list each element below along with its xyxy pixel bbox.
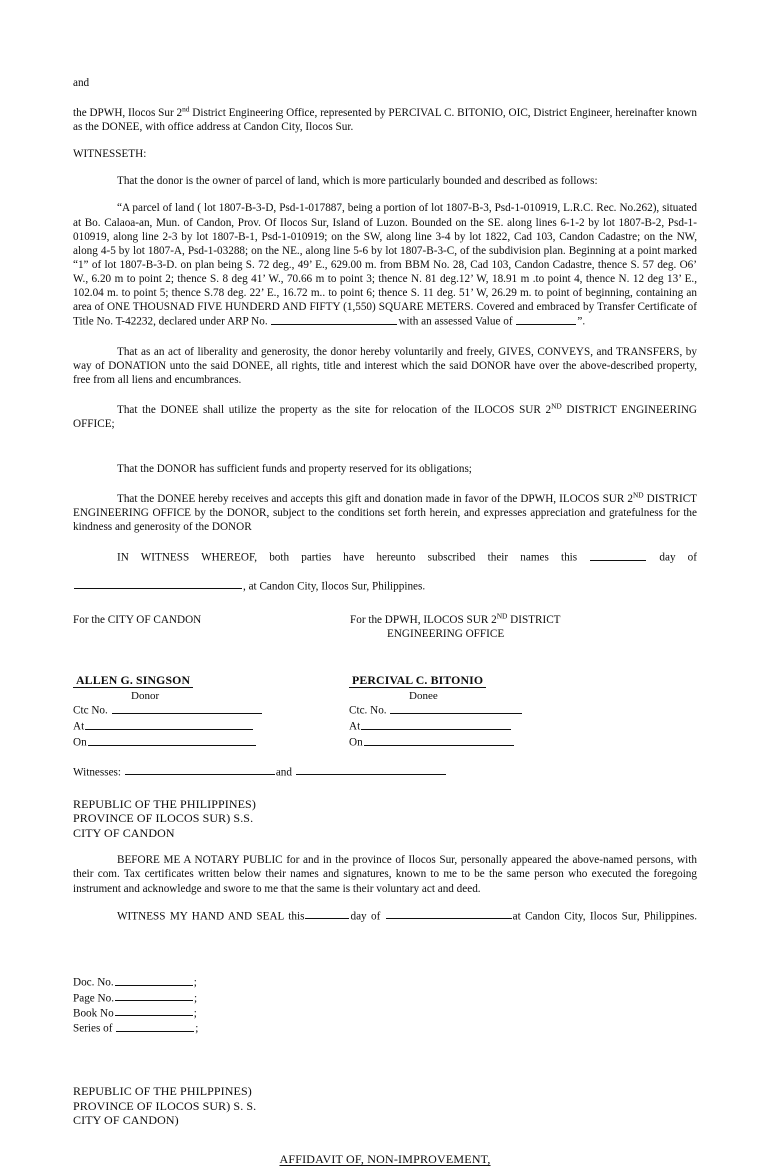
book-no-label: Book No	[73, 1007, 114, 1020]
witnesses-and: and	[275, 766, 292, 779]
footer-venue-line-3: CITY OF CANDON)	[73, 1113, 179, 1128]
donor-name: ALLEN G. SINGSON	[73, 673, 193, 688]
donee-on-line	[349, 735, 697, 751]
donee-intro-post: District Engineering Office, represented by PERCIVAL C. BITONIO, OIC, District Engineer, hereinafter known as the DONEE, with office address at Candon City, Ilocos Sur.	[73, 107, 697, 134]
donor-ownership-clause: That the donor is the owner of parcel of land, which is more particularly bounded and described as follows:	[117, 175, 598, 188]
doc-no-line	[73, 975, 697, 990]
for-dpwh-label	[349, 613, 697, 627]
donee-intro-pre: the DPWH, Ilocos Sur 2	[73, 107, 183, 120]
before-me-paragraph: BEFORE ME A NOTARY PUBLIC for and in the province of Ilocos Sur, personally appeared the above-named persons, with their com. Tax certificates written below their names and signatures, known to me to be the same person who executed the foregoing instrument and acknowledge and swore to me that the same is their voluntary act and deed.	[73, 854, 697, 895]
arp-no-blank[interactable]	[271, 314, 397, 325]
donee-ctc-label: Ctc. No.	[349, 705, 387, 718]
ordinal-suffix-nd-acceptance: ND	[632, 489, 644, 499]
footer-venue-line-2: PROVINCE OF ILOCOS SUR) S. S.	[73, 1098, 257, 1113]
series-of-blank[interactable]	[116, 1021, 194, 1032]
conjunction-and: and	[73, 77, 90, 89]
witness-whereof-mid: day of	[659, 551, 697, 564]
donor-at-label: At	[73, 721, 85, 734]
donee-at-line	[349, 719, 697, 735]
donee-at-blank[interactable]	[361, 719, 511, 730]
series-of-label: Series of	[73, 1022, 113, 1035]
donee-ctc-line	[349, 703, 697, 719]
ordinal-suffix-nd-dpwh: ND	[496, 611, 508, 621]
document-body	[73, 0, 697, 1167]
series-of-line	[73, 1021, 697, 1036]
signature-col-right	[349, 671, 697, 751]
donee-on-blank[interactable]	[364, 735, 514, 746]
utilize-clause	[73, 403, 697, 445]
acceptance-clause	[73, 489, 698, 534]
seal-day-blank[interactable]	[305, 909, 349, 920]
footer-venue-line-1: REPUBLIC OF THE PHILPPINES)	[73, 1084, 252, 1099]
series-of-terminator: ;	[195, 1022, 199, 1035]
property-description-end: ”.	[577, 315, 586, 328]
utilize-clause-post: DISTRICT ENGINEERING OFFICE;	[73, 404, 697, 431]
donor-ctc-blank[interactable]	[112, 703, 262, 714]
signature-col-left-header	[73, 613, 349, 641]
for-dpwh-pre: For the DPWH, ILOCOS SUR 2	[350, 614, 497, 627]
page-no-blank[interactable]	[115, 991, 193, 1002]
day-blank[interactable]	[590, 550, 646, 561]
book-no-line	[73, 1006, 697, 1021]
ordinal-suffix-2nd: nd	[182, 104, 190, 114]
page-no-label: Page No.	[73, 992, 115, 1005]
property-description-text: “A parcel of land ( lot 1807-B-3-D, Psd-1-017887, being a portion of lot 1807-B-3, Psd-1-010919, L.R.C. Rec. No.262), situated at Bo. Calaoa-an, Mun. of Candon, Prov. Of Ilocos Sur, Island of Luzon. Bounded on the SE. along lines 6-1-2 by lot 1807-B-2, Psd-1-010919, along line 2-3 by lot 1807-B-1, Psd-1-010919; on the SW, along line 3-4 by lot 1822, Cad 103, Candon Cadastre; on the NW, along 4-5 by lot 1807-A, Psd-1-03288; on the NE., along line 5-6 by lot 1807-B-3-C, of the subdivision plan. Beginning at a point marked “1” of lot 1807-B-3-D. on plan being S. 72 deg., 49’ E., 629.00 m. from BBM No. 28, Cad 103, Candon Cadastre, thence S. 57 deg. O6’ W., 6.20 m to point 2; thence S. 8 deg 41’ W., 70.66 m to point 3; thence N. 81 deg.12’ W, 18.91 m .to point 4, thence N. 12 deg 13’ E., 102.04 m. to point 5; thence S.78 deg. 22’ E., 16.72 m.. to point 6; thence S. 11 deg. 51’ W, 26.29 m. to point of beginning, containing an area of ONE THOUSNAD FIVE HUNDERD AND FIFTY (1,550) SQUARE METERS. Covered and embraced by Transfer Certificate of Title No. T-42232, declared under ARP No.	[73, 202, 697, 328]
funds-clause: That the DONOR has sufficient funds and property reserved for its obligations;	[117, 462, 472, 475]
witness-1-blank[interactable]	[125, 765, 275, 776]
witnesses-line	[73, 765, 697, 781]
affidavit-title: AFFIDAVIT OF, NON-IMPROVEMENT,	[279, 1152, 491, 1167]
witness-seal-pre: WITNESS MY HAND AND SEAL this	[117, 910, 305, 923]
utilize-clause-pre: That the DONEE shall utilize the property as the site for relocation of the ILOCOS SUR 2	[117, 404, 552, 417]
donor-on-blank[interactable]	[88, 735, 256, 746]
acceptance-clause-pre: That the DONEE hereby receives and accepts this gift and donation made in favor of the DPWH, ILOCOS SUR 2	[117, 492, 633, 505]
for-city-of-candon-label: For the CITY OF CANDON	[73, 614, 202, 627]
donor-role-label: Donor	[131, 690, 160, 703]
witness-seal-paragraph	[73, 909, 697, 938]
engineering-office-label: ENGINEERING OFFICE	[387, 628, 505, 641]
donee-ctc-blank[interactable]	[390, 703, 522, 714]
witnesseth-heading: WITNESSETH:	[73, 148, 147, 161]
signature-headers-row	[73, 613, 697, 641]
donee-intro-paragraph	[73, 106, 697, 134]
signature-names-row	[73, 671, 697, 751]
donor-on-label: On	[73, 737, 87, 750]
acknowledgment-venue-line-2: PROVINCE OF ILOCOS SUR) S.S.	[73, 811, 254, 826]
witness-seal-post: at Candon City, Ilocos Sur, Philippines.	[512, 910, 697, 923]
acknowledgment-venue-line-1: REPUBLIC OF THE PHILIPPINES)	[73, 796, 256, 811]
witness-2-blank[interactable]	[296, 765, 446, 776]
property-description-paragraph	[73, 201, 697, 328]
signature-col-right-header	[349, 613, 697, 641]
acceptance-clause-post: DISTRICT ENGINEERING OFFICE by the DONOR, subject to the conditions set forth herein, and expresses appreciation and gratefulness for the kindness and generosity of the DONOR	[73, 492, 698, 533]
witness-whereof-pre: IN WITNESS WHEREOF, both parties have hereunto subscribed their names this	[117, 551, 578, 564]
donor-name-wrap	[73, 671, 349, 689]
doc-no-label: Doc. No.	[73, 977, 114, 990]
month-year-blank[interactable]	[74, 579, 242, 590]
donee-name: PERCIVAL C. BITONIO	[349, 673, 486, 688]
assessed-value-blank[interactable]	[516, 314, 576, 325]
donor-ctc-line	[73, 703, 349, 719]
page-no-line	[73, 991, 697, 1006]
witness-seal-mid: day of	[350, 910, 381, 923]
ordinal-suffix-nd-utilize: ND	[551, 401, 562, 411]
donor-at-line	[73, 719, 349, 735]
witness-whereof-second-line	[73, 579, 697, 594]
donee-role-label: Donee	[409, 690, 438, 703]
witnesses-label: Witnesses:	[73, 766, 122, 779]
doc-no-terminator: ;	[193, 977, 197, 990]
donee-at-label: At	[349, 721, 361, 734]
book-no-terminator: ;	[193, 1007, 197, 1020]
donee-on-label: On	[349, 737, 363, 750]
donee-name-wrap	[349, 671, 697, 689]
donor-at-blank[interactable]	[85, 719, 253, 730]
doc-no-blank[interactable]	[115, 975, 193, 986]
acknowledgment-venue-line-3: CITY OF CANDON	[73, 825, 175, 840]
for-dpwh-post: DISTRICT	[507, 614, 561, 627]
donor-ctc-label: Ctc No.	[73, 705, 108, 718]
witness-whereof-post: , at Candon City, Ilocos Sur, Philippines.	[243, 580, 426, 593]
property-description-mid: with an assessed Value of	[398, 315, 516, 328]
witness-whereof-clause	[73, 550, 697, 579]
transfer-clause: That as an act of liberality and generosity, the donor hereby voluntarily and freely, GIVES, CONVEYS, and TRANSFERS, by way of DONATION unto the said DONEE, all rights, title and interest which the said DONOR have over the above-described property, free from all liens and encumbrances.	[73, 345, 697, 387]
page-no-terminator: ;	[194, 992, 198, 1005]
signature-col-left	[73, 671, 349, 751]
book-no-blank[interactable]	[115, 1006, 193, 1017]
donor-on-line	[73, 735, 349, 751]
seal-month-blank[interactable]	[386, 909, 512, 920]
